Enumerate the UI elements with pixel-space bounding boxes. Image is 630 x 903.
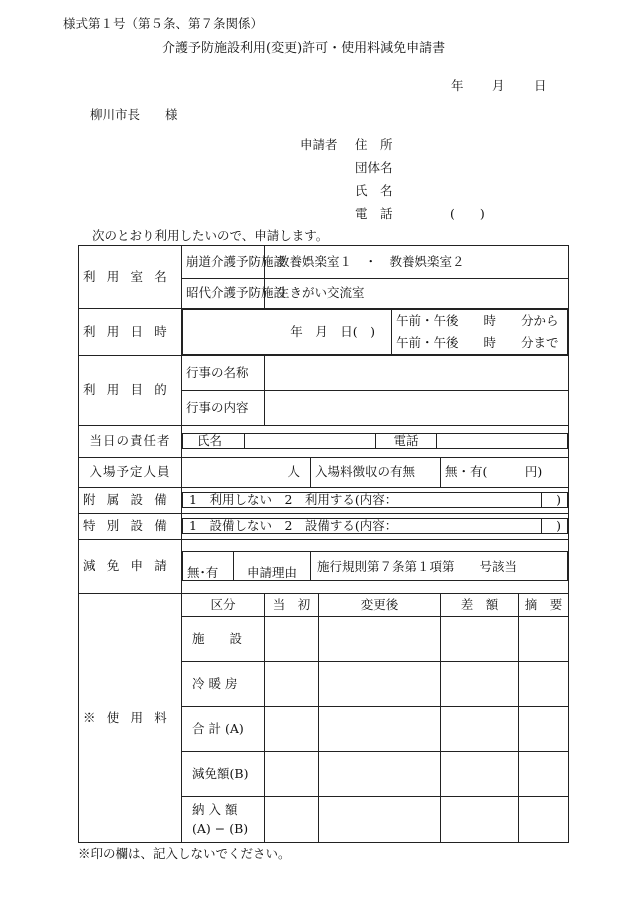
purpose-label: 利用目的 <box>79 355 182 425</box>
fee-cell[interactable] <box>265 706 319 751</box>
application-form-table <box>78 245 569 843</box>
attendance-label: 入場予定人員 <box>79 457 182 487</box>
admission-fee-label: 入場料徴収の有無 <box>311 457 441 487</box>
fee-cell[interactable] <box>319 616 441 661</box>
usage-time-from: 午前・午後 時 分から <box>396 313 559 328</box>
fee-cell[interactable] <box>519 796 569 842</box>
fee-cell[interactable] <box>519 751 569 796</box>
exemption-label: 減免申請 <box>79 539 182 593</box>
fee-cell[interactable] <box>519 706 569 751</box>
addressee: 柳川市長 様 <box>90 107 178 122</box>
exemption-choice: 無･有 <box>183 552 234 581</box>
applicant-label: 申請者 <box>300 137 338 152</box>
usage-time-to: 午前・午後 時 分まで <box>396 334 559 350</box>
fee-cell[interactable] <box>441 751 519 796</box>
special-equipment-close: ) <box>542 519 568 534</box>
fee-row-facility: 施 設 <box>182 616 265 661</box>
applicant-group-label: 団体名 <box>355 160 393 175</box>
date-day: 日 <box>534 78 547 93</box>
applicant-address-label: 住 所 <box>355 137 393 152</box>
fee-cell[interactable] <box>519 661 569 706</box>
fee-cell[interactable] <box>441 706 519 751</box>
fee-cell[interactable] <box>319 661 441 706</box>
date-month: 月 <box>492 78 505 93</box>
applicant-name-label: 氏 名 <box>355 183 393 198</box>
fee-cell[interactable] <box>265 616 319 661</box>
fee-header-difference: 差 額 <box>441 593 519 616</box>
fee-header-after-change: 変更後 <box>319 593 441 616</box>
exemption-rule: 施行規則第７条第１項第 号該当 <box>311 552 568 581</box>
special-equipment-label: 特別設備 <box>79 513 182 539</box>
responsible-phone-label: 電話 <box>376 434 437 449</box>
fee-cell[interactable] <box>265 661 319 706</box>
applicant-phone-label: 電 話 <box>355 206 393 221</box>
room-label: 利用室名 <box>79 246 182 309</box>
fee-cell[interactable] <box>441 616 519 661</box>
document-title: 介護予防施設利用(変更)許可・使用料減免申請書 <box>162 41 446 56</box>
event-content-field[interactable] <box>265 390 569 425</box>
facility-2-rooms: 生きがい交流室 <box>265 279 569 309</box>
datetime-label: 利用日時 <box>79 309 182 356</box>
fee-cell[interactable] <box>319 796 441 842</box>
fee-cell[interactable] <box>519 616 569 661</box>
responsible-phone-field[interactable] <box>437 434 568 449</box>
attached-equipment-label: 附属設備 <box>79 487 182 513</box>
footnote: ※印の欄は、記入しないでください。 <box>78 846 291 861</box>
fee-cell[interactable] <box>441 661 519 706</box>
fee-row-exemption: 減免額(B) <box>182 751 265 796</box>
fee-section-label: ※使用料 <box>79 593 182 842</box>
event-name-field[interactable] <box>265 355 569 390</box>
fee-cell[interactable] <box>319 706 441 751</box>
facility-2: 昭代介護予防施設 <box>182 279 265 309</box>
fee-row-total: 合 計 (A) <box>182 706 265 751</box>
fee-cell[interactable] <box>441 796 519 842</box>
fee-header-remarks: 摘 要 <box>519 593 569 616</box>
attendance-unit: 人 <box>182 457 311 487</box>
fee-header-initial: 当 初 <box>265 593 319 616</box>
exemption-reason-label: 申請理由 <box>234 552 311 581</box>
form-number: 様式第１号（第５条、第７条関係） <box>63 16 264 31</box>
usage-date: 年 月 日( ) <box>183 310 392 355</box>
intro-text: 次のとおり利用したいので、申請します。 <box>92 228 329 243</box>
facility-1: 崩道介護予防施設 <box>182 246 265 279</box>
special-equipment-options: 1 設備しない 2 設備する(内容： <box>183 519 542 534</box>
fee-cell[interactable] <box>265 751 319 796</box>
date-year: 年 <box>451 78 464 93</box>
admission-fee-value: 無・有( 円) <box>441 457 569 487</box>
facility-1-rooms: 教養娯楽室１ ・ 教養娯楽室２ <box>265 246 569 279</box>
fee-row-heating-cooling: 冷 暖 房 <box>182 661 265 706</box>
fee-cell[interactable] <box>265 796 319 842</box>
event-name-label: 行事の名称 <box>182 355 265 390</box>
responsible-name-field[interactable] <box>245 434 376 449</box>
responsible-name-label: 氏名 <box>183 434 245 449</box>
applicant-phone-paren: ( ) <box>450 206 485 221</box>
fee-row-payment: 納 入 額 <box>192 801 238 817</box>
responsible-label: 当日の責任者 <box>79 425 182 457</box>
fee-cell[interactable] <box>319 751 441 796</box>
attached-equipment-close: ) <box>542 493 568 508</box>
fee-header-category: 区分 <box>182 593 265 616</box>
event-content-label: 行事の内容 <box>182 390 265 425</box>
fee-row-payment-formula: (A) − (B) <box>192 821 249 837</box>
attached-equipment-options: 1 利用しない 2 利用する(内容： <box>183 493 542 508</box>
